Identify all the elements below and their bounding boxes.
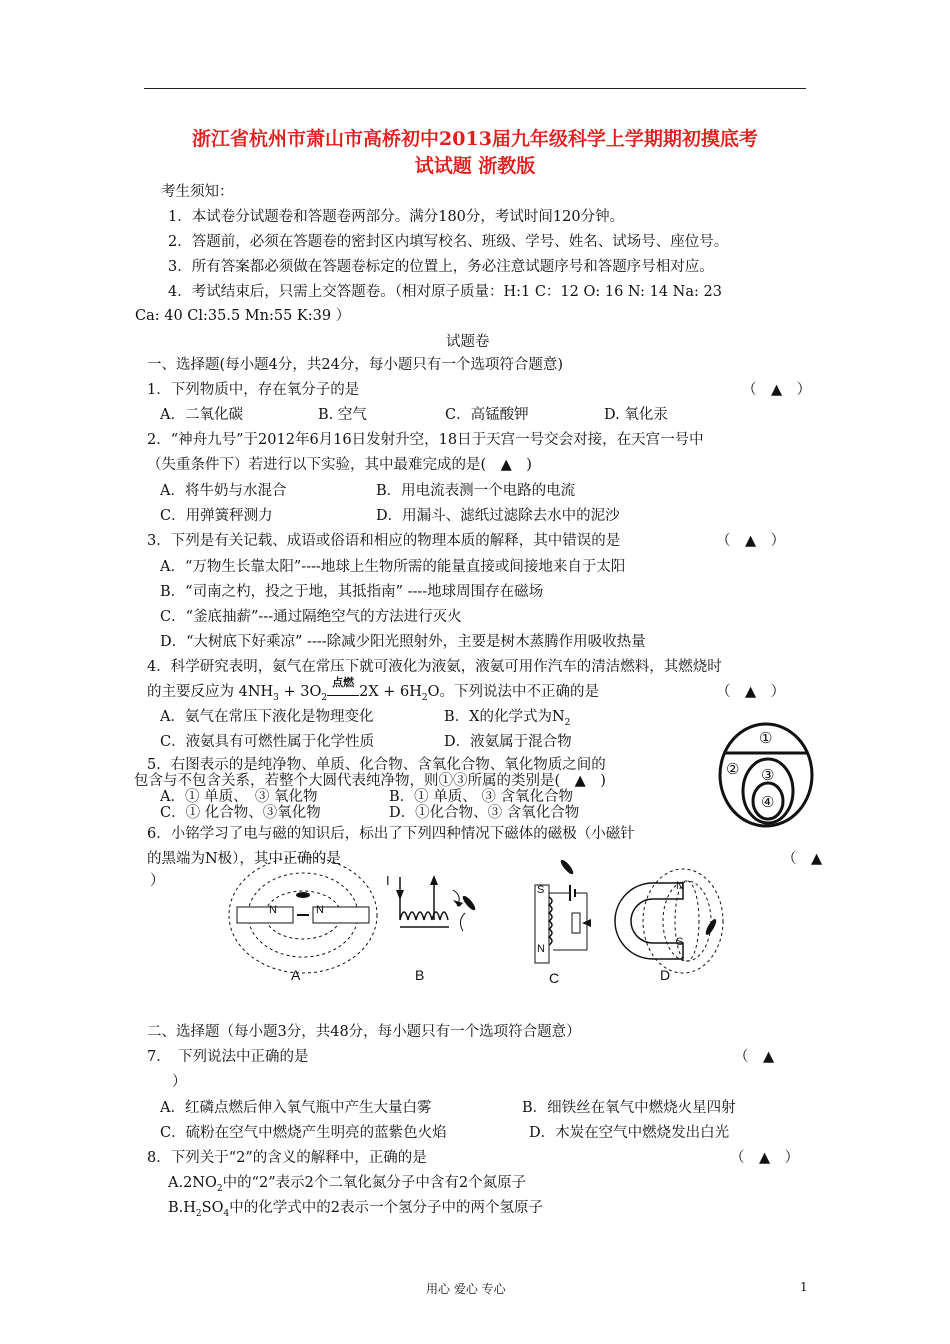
doc-title-line1: 浙江省杭州市萧山市高桥初中2013届九年级科学上学期期初摸底考 — [192, 128, 758, 150]
venn-label-1: ① — [759, 729, 773, 747]
page-number: 1 — [800, 1280, 808, 1294]
figure-a-bar-magnets — [229, 857, 377, 973]
fig-a-pole-left: N — [269, 904, 277, 916]
q5-option-d: D．①化合物、③ 含氧化合物 — [389, 805, 580, 821]
doc-title-line2: 试试题 浙教版 — [414, 155, 536, 177]
q1-option-c: C．高锰酸钾 — [445, 407, 529, 423]
fig-c-pole-bottom: N — [537, 943, 545, 955]
q8-answer-mark: （ ▲ ） — [730, 1150, 800, 1166]
section1-heading: 一、选择题(每小题4分，共24分，每小题只有一个选项符合题意) — [147, 357, 563, 373]
q5-stem-2: 包含与不包含关系，若整个大圆代表纯净物，则①③所属的类别是( ▲ ) — [134, 773, 606, 789]
q6-answer-mark-close: ） — [150, 873, 165, 889]
venn-label-3: ③ — [761, 766, 775, 784]
header-rule — [144, 88, 806, 89]
q3-option-d: D．“大树底下好乘凉” ----除减少阳光照射外，主要是树木蒸腾作用吸收热量 — [160, 634, 646, 650]
q1-option-a: A．二氧化碳 — [160, 407, 243, 423]
notice-item-3: 3．所有答案都必须做在答题卷标定的位置上，务必注意试题序号和答题序号相对应。 — [168, 259, 714, 275]
fig-d-pole-bottom: S — [676, 936, 684, 948]
q2-option-d: D．用漏斗、滤纸过滤除去水中的泥沙 — [376, 508, 620, 524]
q2-stem-2: （失重条件下）若进行以下实验，其中最难完成的是( ▲ ) — [147, 457, 532, 473]
q2-stem: 2．“神舟九号”于2012年6月16日发射升空，18日于天宫一号交会对接，在天宫一号中 — [147, 432, 704, 448]
q1-answer-mark: （ ▲ ） — [742, 382, 812, 398]
q5-option-a: A．① 单质、 ③ 氧化物 — [160, 789, 318, 805]
figure-d-horseshoe-magnet — [615, 869, 723, 973]
q4-option-b: B．X的化学式为$N_2$ — [444, 709, 571, 728]
notice-item-4: 4．考试结束后，只需上交答题卷。（相对原子质量：H:1 C：12 O: 16 N: 14 Na: 23 — [168, 284, 722, 300]
q1-option-b: B. 空气 — [318, 407, 367, 423]
q4-stem: 4．科学研究表明，氨气在常压下就可液化为液氨，液氨可用作汽车的清洁燃料，其燃烧时 — [147, 659, 722, 675]
fig-label-b: B — [415, 967, 425, 983]
q4-answer-mark: （ ▲ ） — [716, 684, 786, 700]
q4-equation: 的主要反应为 $4NH_3 + 3O_2$ 点燃 $2X + 6H_2O$。下列说法中不正确的是 — [147, 676, 600, 703]
q1-stem: 1．下列物质中，存在氧分子的是 — [147, 382, 360, 398]
q2-option-a: A．将牛奶与水混合 — [160, 483, 287, 499]
q7-stem: 7． 下列说法中正确的是 — [147, 1049, 309, 1065]
q3-option-b: B．“司南之杓，投之于地，其抵指南” ----地球周围存在磁场 — [160, 584, 544, 600]
q7-option-a: A．红磷点燃后伸入氧气瓶中产生大量白雾 — [160, 1100, 432, 1116]
notice-heading: 考生须知： — [161, 184, 234, 200]
reaction-condition: 点燃 — [332, 676, 355, 689]
q6-answer-mark: （ ▲ — [782, 851, 823, 867]
fig-c-pole-top: S — [537, 884, 545, 896]
fig-label-a: A — [291, 967, 301, 983]
q6-stem: 6．小铭学习了电与磁的知识后，标出了下列四种情况下磁体的磁极（小磁针 — [147, 826, 635, 842]
fig-label-d: D — [660, 967, 671, 983]
section2-heading: 二、选择题（每小题3分，共48分，每小题只有一个选项符合题意） — [147, 1024, 581, 1040]
q5-option-c: C．① 化合物、③氧化物 — [160, 805, 321, 821]
fig-label-c: C — [549, 970, 560, 986]
q4-option-c: C．液氨具有可燃性属于化学性质 — [160, 734, 375, 750]
q4-option-d: D．液氨属于混合物 — [444, 734, 572, 750]
fig-a-pole-right: N — [316, 904, 324, 916]
q3-stem: 3．下列是有关记载、成语或俗语和相应的物理本质的解释，其中错误的是 — [147, 533, 621, 549]
q4-option-a: A．氨气在常压下液化是物理变化 — [160, 709, 374, 725]
fig-b-current-label: I — [386, 873, 390, 888]
q8-stem: 8．下列关于“2”的含义的解释中，正确的是 — [147, 1150, 427, 1166]
q7-option-d: D．木炭在空气中燃烧发出白光 — [529, 1125, 730, 1141]
q2-option-b: B．用电流表测一个电路的电流 — [376, 483, 576, 499]
q7-option-b: B．细铁丝在氧气中燃烧火星四射 — [522, 1100, 736, 1116]
notice-item-1: 1．本试卷分试题卷和答题卷两部分。满分180分，考试时间120分钟。 — [168, 209, 625, 225]
paper-title: 试题卷 — [446, 334, 490, 350]
q2-option-c: C．用弹簧秤测力 — [160, 508, 273, 524]
q3-option-c: C．“釜底抽薪”---通过隔绝空气的方法进行灭火 — [160, 609, 462, 625]
q5-stem: 5．右图表示的是纯净物、单质、化合物、含氧化合物、氧化物质之间的 — [147, 757, 606, 773]
venn-label-2: ② — [726, 760, 740, 778]
q7-answer-mark: （ ▲ — [734, 1049, 775, 1065]
fig-d-pole-top: N — [676, 880, 684, 892]
venn-label-4: ④ — [761, 793, 775, 811]
q5-option-b: B．① 单质、 ③ 含氧化合物 — [389, 789, 573, 805]
q6-magnet-figures — [235, 855, 715, 985]
q1-option-d: D. 氧化汞 — [604, 407, 668, 423]
q3-answer-mark: （ ▲ ） — [716, 533, 786, 549]
q3-option-a: A．“万物生长靠太阳”----地球上生物所需的能量直接或间接地来自于太阳 — [160, 559, 626, 575]
notice-item-4-cont: Ca: 40 Cl:35.5 Mn:55 K:39 ） — [135, 308, 351, 324]
figure-b-solenoid — [396, 875, 477, 931]
q7-option-c: C．硫粉在空气中燃烧产生明亮的蓝紫色火焰 — [160, 1125, 447, 1141]
notice-item-2: 2．答题前，必须在答题卷的密封区内填写校名、班级、学号、姓名、试场号、座位号。 — [168, 234, 729, 250]
q7-answer-mark-close: ） — [172, 1074, 187, 1090]
q8-option-a: $A.2NO_2$中的“2”表示2个二氧化氮分子中含有2个氮原子 — [168, 1175, 527, 1194]
q8-option-b: $B.H_2SO_4$中的化学式中的2表示一个氢分子中的两个氢原子 — [168, 1200, 543, 1219]
footer-motto: 用心 爱心 专心 — [426, 1282, 506, 1296]
q6-stem-2: 的黑端为N极），其中正确的是 — [147, 851, 341, 867]
